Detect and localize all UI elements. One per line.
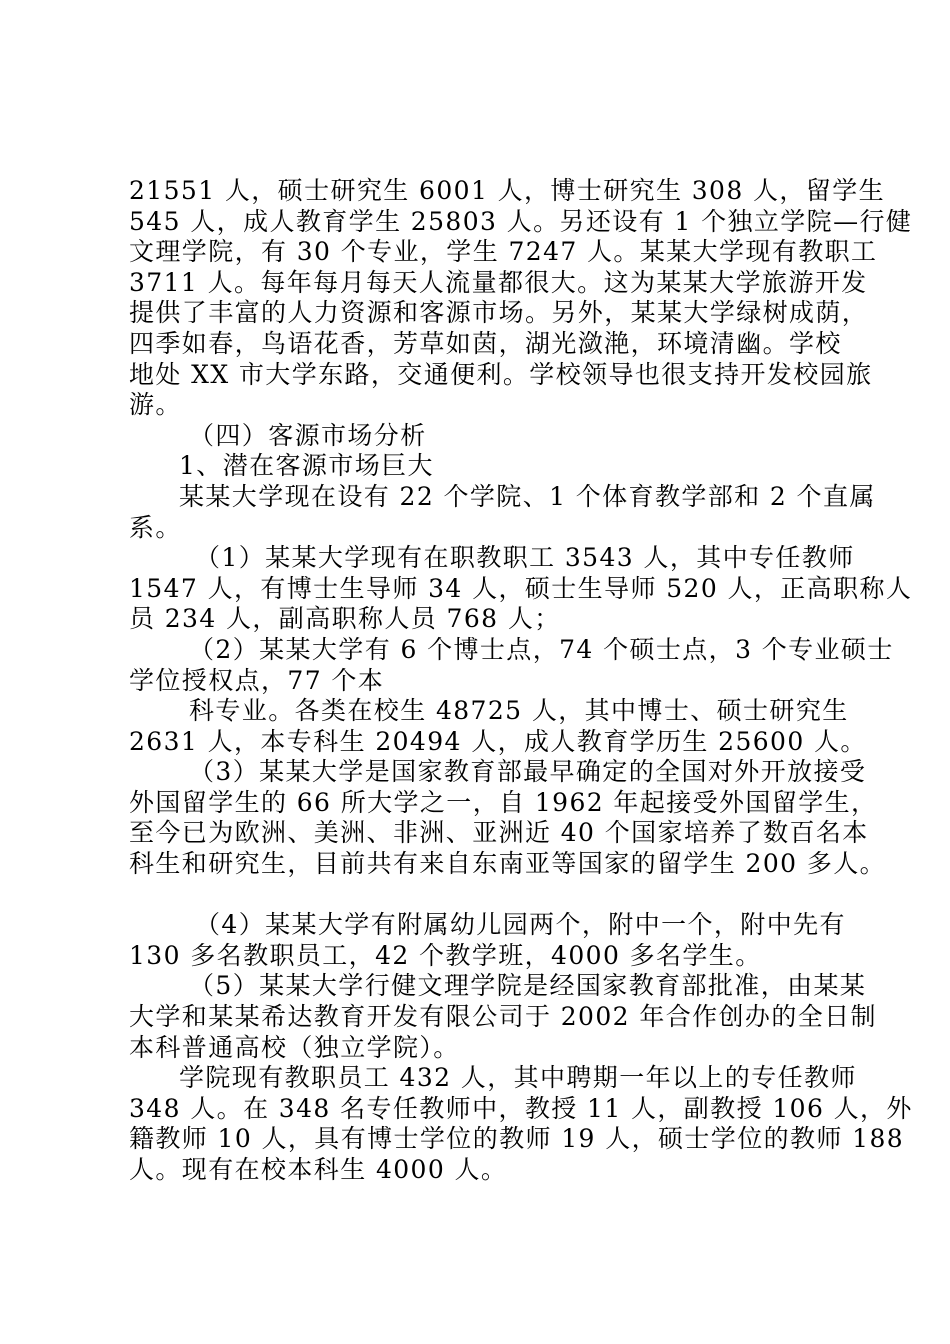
list-item-4-start: （4）某某大学有附属幼儿园两个，附中一个，附中先有 bbox=[195, 910, 846, 940]
body-line: 四季如春，鸟语花香，芳草如茵，湖光潋滟，环境清幽。学校 bbox=[129, 328, 842, 358]
section-heading: （四）客源市场分析 bbox=[189, 420, 427, 450]
body-line: 提供了丰富的人力资源和客源市场。另外，某某大学绿树成荫， bbox=[129, 298, 869, 328]
list-item-2-start: （2）某某大学有 6 个博士点，74 个硕士点，3 个专业硕士 bbox=[189, 634, 894, 664]
body-line: 地处 XX 市大学东路，交通便利。学校领导也很支持开发校园旅 bbox=[129, 359, 873, 389]
body-line: 1547 人，有博士生导师 34 人，硕士生导师 520 人，正高职称人 bbox=[129, 573, 913, 603]
body-line: 科专业。各类在校生 48725 人，其中博士、硕士研究生 bbox=[189, 696, 849, 726]
list-item-1-start: （1）某某大学现有在职教职工 3543 人，其中专任教师 bbox=[195, 543, 855, 573]
body-line: 人。现有在校本科生 4000 人。 bbox=[129, 1155, 508, 1184]
body-line: 籍教师 10 人，具有博士学位的教师 19 人，硕士学位的教师 188 bbox=[129, 1124, 905, 1154]
body-line: 348 人。在 348 名专任教师中，教授 11 人，副教授 106 人，外 bbox=[129, 1093, 913, 1123]
list-item-3-start: （3）某某大学是国家教育部最早确定的全国对外开放接受 bbox=[189, 757, 867, 787]
body-line: 本科普通高校（独立学院）。 bbox=[129, 1032, 460, 1062]
body-line: 文理学院，有 30 个专业，学生 7247 人。某某大学现有教职工 bbox=[129, 237, 878, 267]
body-line: 科生和研究生，目前共有来自东南亚等国家的留学生 200 多人。 bbox=[129, 849, 887, 879]
blank-line bbox=[129, 880, 849, 911]
subsection-heading: 1、潜在客源市场巨大 bbox=[179, 451, 434, 481]
document-body bbox=[129, 176, 913, 1186]
body-line: 学位授权点，77 个本 bbox=[129, 665, 385, 695]
body-line: 游。 bbox=[129, 390, 182, 420]
body-line: 21551 人，硕士研究生 6001 人，博士研究生 308 人，留学生 bbox=[129, 176, 886, 205]
paragraph-start: 某某大学现在设有 22 个学院、1 个体育教学部和 2 个直属 bbox=[179, 481, 876, 511]
body-line: 3711 人。每年每月每天人流量都很大。这为某某大学旅游开发 bbox=[129, 267, 868, 297]
body-line: 外国留学生的 66 所大学之一，自 1962 年起接受外国留学生， bbox=[129, 787, 878, 817]
list-item-5-start: （5）某某大学行健文理学院是经国家教育部批准，由某某 bbox=[189, 971, 867, 1001]
body-line: 至今已为欧洲、美洲、非洲、亚洲近 40 个国家培养了数百名本 bbox=[129, 818, 869, 848]
body-line: 大学和某某希达教育开发有限公司于 2002 年合作创办的全日制 bbox=[129, 1002, 877, 1032]
body-line: 130 多名教职员工，42 个教学班，4000 多名学生。 bbox=[129, 940, 762, 970]
paragraph-start: 学院现有教职员工 432 人，其中聘期一年以上的专任教师 bbox=[179, 1063, 857, 1093]
body-line: 2631 人，本专科生 20494 人，成人教育学历生 25600 人。 bbox=[129, 726, 867, 756]
body-line: 系。 bbox=[129, 512, 182, 542]
body-line: 545 人，成人教育学生 25803 人。另还设有 1 个独立学院—行健 bbox=[129, 206, 913, 236]
body-line: 员 234 人，副高职称人员 768 人； bbox=[129, 604, 561, 634]
